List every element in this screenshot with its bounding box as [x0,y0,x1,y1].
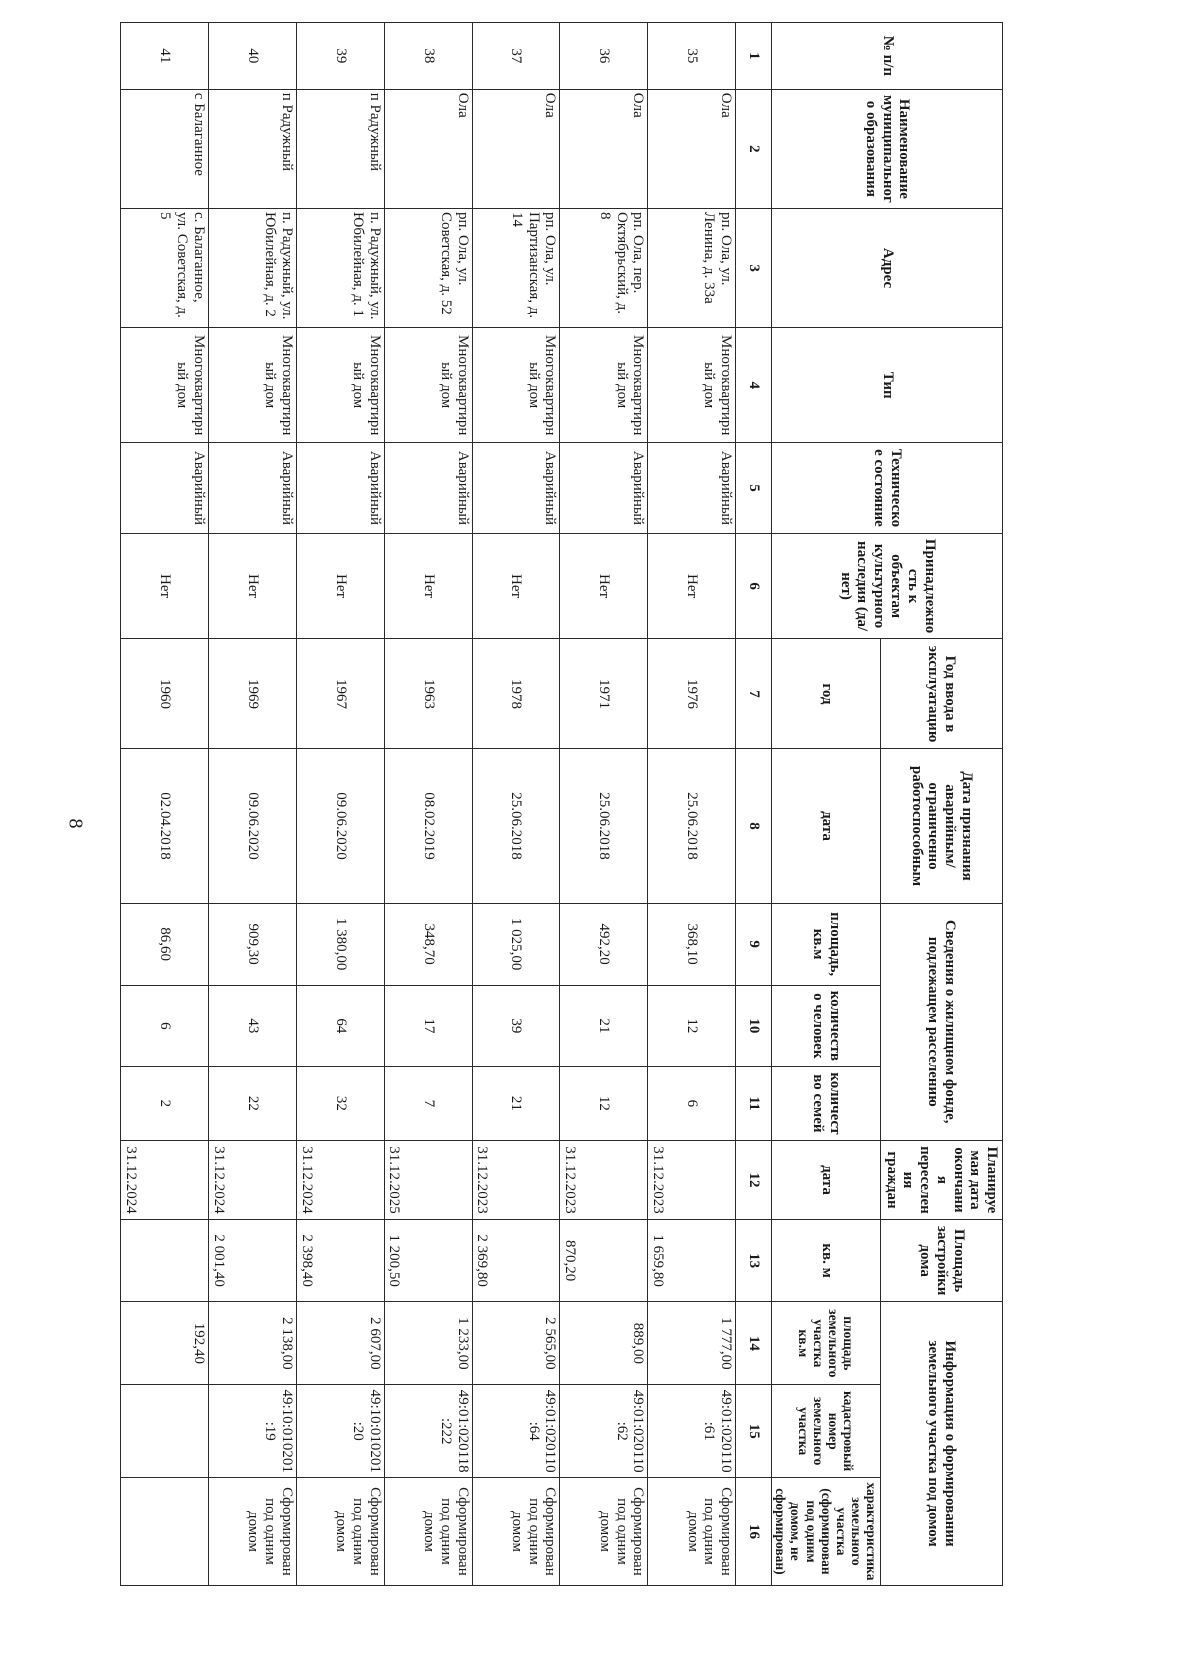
municipality-cell: Ола [648,89,736,208]
build-area-cell: 2 369,80 [472,1220,560,1302]
land-area-cell: 192,40 [121,1302,209,1385]
header-condition: Техническое состояние [772,443,1003,533]
people-cell: 17 [384,985,472,1066]
municipality-cell: Ола [560,89,648,208]
header-build-sub: кв. м [772,1220,881,1302]
address-cell: рп. Ола, ул. Партизанская, д. 14 [472,208,560,327]
municipality-cell: Ола [472,89,560,208]
resettle-date-cell: 31.12.2025 [384,1140,472,1219]
condition-cell: Аварийный [384,443,472,533]
header-land-area-label: площадь земельного участка [811,1309,857,1378]
column-number: 10 [736,985,772,1066]
resettle-date-cell: 31.12.2024 [121,1140,209,1219]
year-cell: 1969 [208,639,296,749]
land-area-cell: 1 233,00 [384,1302,472,1385]
header-mo: Наименование муниципального образования [772,89,1003,208]
land-char-cell: Сформирован под одним домом [384,1477,472,1585]
row-number: 41 [121,23,209,90]
address-cell: п. Радужный, ул. Юбилейная, д. 1 [296,208,384,327]
year-cell: 1971 [560,639,648,749]
header-land-area [772,1302,881,1385]
resettle-date-cell: 31.12.2023 [648,1140,736,1219]
emergency-date-cell: 25.06.2018 [560,749,648,903]
resettle-date-cell: 31.12.2024 [296,1140,384,1219]
header-year-sub: год [772,639,881,749]
type-cell: Многоквартирный дом [648,328,736,443]
resettle-date-cell: 31.12.2023 [560,1140,648,1219]
cadastral-cell: 49:01:020110:64 [472,1385,560,1477]
condition-cell: Аварийный [208,443,296,533]
heritage-cell: Нет [384,533,472,639]
header-land-char: характеристика земельного участка (сформирован под одним домом, не сформирован) [772,1477,881,1585]
header-resettle-group: Планируемая дата окончания переселения граждан [881,1140,1003,1219]
condition-cell: Аварийный [560,443,648,533]
header-people-sub: количество человек [772,985,881,1066]
header-area-sub: площадь, кв.м [772,903,881,985]
table-header [736,23,1003,1586]
column-number: 16 [736,1477,772,1585]
families-cell: 22 [208,1066,296,1140]
header-emergency-sub: дата [772,749,881,903]
table-row [472,23,560,1586]
land-area-cell: 889,00 [560,1302,648,1385]
column-number: 11 [736,1066,772,1140]
land-char-cell: Сформирован под одним домом [648,1477,736,1585]
type-cell: Многоквартирный дом [384,328,472,443]
land-char-cell: Сформирован под одним домом [296,1477,384,1585]
header-resettle-sub: дата [772,1140,881,1219]
column-number: 12 [736,1140,772,1219]
condition-cell: Аварийный [472,443,560,533]
land-area-cell: 2 565,00 [472,1302,560,1385]
area-cell: 1 025,00 [472,903,560,985]
condition-cell: Аварийный [121,443,209,533]
build-area-cell: 2 398,40 [296,1220,384,1302]
people-cell: 39 [472,985,560,1066]
header-land-area-unit: кв.м [796,1329,812,1358]
emergency-date-cell: 09.06.2020 [208,749,296,903]
column-number: 9 [736,903,772,985]
families-cell: 7 [384,1066,472,1140]
families-cell: 21 [472,1066,560,1140]
cadastral-cell: 49:01:020118:222 [384,1385,472,1477]
people-cell: 21 [560,985,648,1066]
type-cell: Многоквартирный дом [560,328,648,443]
emergency-date-cell: 25.06.2018 [472,749,560,903]
column-number: 4 [736,328,772,443]
column-number: 13 [736,1220,772,1302]
cadastral-cell: 49:10:010201:19 [208,1385,296,1477]
land-area-cell: 1 777,00 [648,1302,736,1385]
resettle-date-cell: 31.12.2023 [472,1140,560,1219]
area-cell: 1 380,00 [296,903,384,985]
area-cell: 86,60 [121,903,209,985]
heritage-cell: Нет [472,533,560,639]
row-number: 35 [648,23,736,90]
heritage-cell: Нет [208,533,296,639]
header-heritage: Принадлежность к объектам культурного наследия (да/нет) [772,533,1003,639]
heritage-cell: Нет [121,533,209,639]
column-number: 5 [736,443,772,533]
land-char-cell: Сформирован под одним домом [472,1477,560,1585]
header-families-sub: количество семей [772,1066,881,1140]
header-no: № п/п [772,23,1003,90]
build-area-cell: 1 200,50 [384,1220,472,1302]
people-cell: 64 [296,985,384,1066]
address-cell: рп. Ола, ул. Советская, д. 52 [384,208,472,327]
municipality-cell: п Радужный [208,89,296,208]
address-cell: с. Балаганное, ул. Советская, д. 5 [121,208,209,327]
area-cell: 348,70 [384,903,472,985]
year-cell: 1960 [121,639,209,749]
header-address: Адрес [772,208,1003,327]
land-area-cell: 2 138,00 [208,1302,296,1385]
municipality-cell: п Радужный [296,89,384,208]
header-housing-group: Сведения о жилищном фонде, подлежащем расселению [881,903,1003,1140]
year-cell: 1967 [296,639,384,749]
header-emergency-group: Дата признания аварийным/ ограниченно работоспособным [881,749,1003,903]
families-cell: 32 [296,1066,384,1140]
area-cell: 368,10 [648,903,736,985]
header-type: Тип [772,328,1003,443]
page-number: 8 [64,818,87,829]
header-year-group: Год ввода в эксплуатацию [881,639,1003,749]
table-row [384,23,472,1586]
emergency-date-cell: 09.06.2020 [296,749,384,903]
row-number: 37 [472,23,560,90]
row-number: 40 [208,23,296,90]
table-body [121,23,736,1586]
address-cell: рп. Ола, ул. Ленина, д. 33а [648,208,736,327]
table-row [121,23,209,1586]
table-row [560,23,648,1586]
emergency-date-cell: 02.04.2018 [121,749,209,903]
cadastral-cell: 49:10:010201:20 [296,1385,384,1477]
resettlement-table [120,22,1003,1586]
condition-cell: Аварийный [648,443,736,533]
row-number: 36 [560,23,648,90]
column-number: 14 [736,1302,772,1385]
build-area-cell [121,1220,209,1302]
rotated-table-wrapper [120,22,1003,1586]
type-cell: Многоквартирный дом [208,328,296,443]
area-cell: 492,20 [560,903,648,985]
build-area-cell: 870,20 [560,1220,648,1302]
column-number: 15 [736,1385,772,1477]
header-cadastral: кадастровый номер земельного участка [772,1385,881,1477]
families-cell: 6 [648,1066,736,1140]
families-cell: 12 [560,1066,648,1140]
land-char-cell: Сформирован под одним домом [560,1477,648,1585]
build-area-cell: 1 659,80 [648,1220,736,1302]
row-number: 38 [384,23,472,90]
people-cell: 43 [208,985,296,1066]
cadastral-cell: 49:01:020110:62 [560,1385,648,1477]
row-number: 39 [296,23,384,90]
table-row [296,23,384,1586]
heritage-cell: Нет [296,533,384,639]
column-number: 6 [736,533,772,639]
municipality-cell: Ола [384,89,472,208]
emergency-date-cell: 08.02.2019 [384,749,472,903]
address-cell: рп. Ола, пер. Октябрьский, д. 8 [560,208,648,327]
resettle-date-cell: 31.12.2024 [208,1140,296,1219]
cadastral-cell: 49:01:020110:61 [648,1385,736,1477]
municipality-cell: с Балаганное [121,89,209,208]
emergency-date-cell: 25.06.2018 [648,749,736,903]
build-area-cell: 2 001,40 [208,1220,296,1302]
families-cell: 2 [121,1066,209,1140]
column-number: 8 [736,749,772,903]
address-cell: п. Радужный, ул. Юбилейная, д. 2 [208,208,296,327]
year-cell: 1978 [472,639,560,749]
column-number: 2 [736,89,772,208]
cadastral-cell [121,1385,209,1477]
column-number: 1 [736,23,772,90]
land-char-cell [121,1477,209,1585]
header-land-group [881,1302,1003,1586]
area-cell: 909,30 [208,903,296,985]
type-cell: Многоквартирный дом [472,328,560,443]
table-row [208,23,296,1586]
column-number-row [736,23,772,1586]
header-build-group: Площадь застройки дома [881,1220,1003,1302]
column-number: 3 [736,208,772,327]
type-cell: Многоквартирный дом [296,328,384,443]
land-char-cell: Сформирован под одним домом [208,1477,296,1585]
heritage-cell: Нет [560,533,648,639]
heritage-cell: Нет [648,533,736,639]
condition-cell: Аварийный [296,443,384,533]
people-cell: 6 [121,985,209,1066]
table-row [648,23,736,1586]
land-area-cell: 2 607,00 [296,1302,384,1385]
column-number: 7 [736,639,772,749]
header-land-group-label: Информация о формировании земельного участка под домом [925,1340,959,1547]
type-cell: Многоквартирный дом [121,328,209,443]
year-cell: 1963 [384,639,472,749]
people-cell: 12 [648,985,736,1066]
year-cell: 1976 [648,639,736,749]
